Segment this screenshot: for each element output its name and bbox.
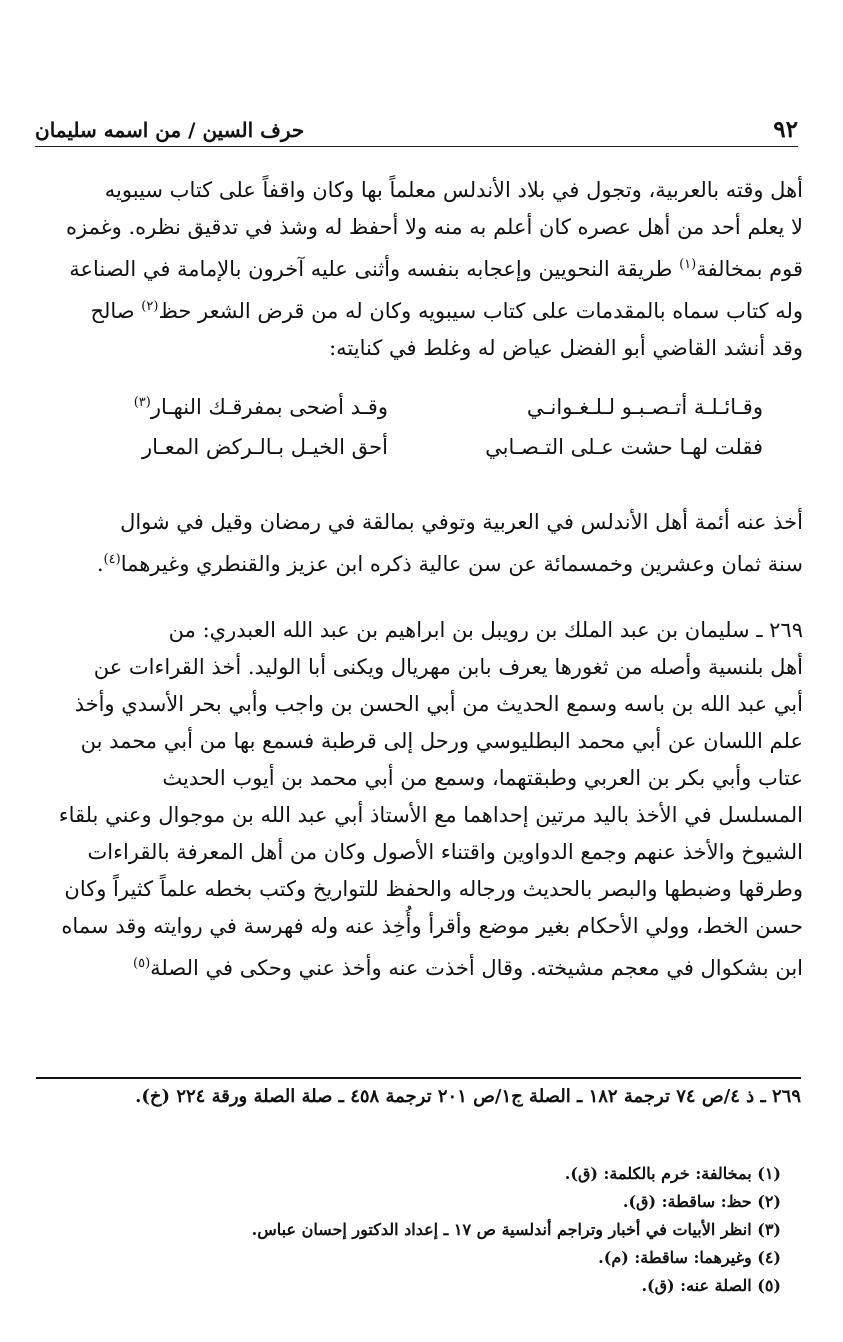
footnote-ref: (٢) [141,299,159,314]
footnote: (٤) وغيرهما: ساقطة: (م). [598,1248,781,1267]
text-line: سنة ثمان وعشرين وخمسمائة عن سن عالية ذكره ابن عزيز والقنطري وغيرهما$^{(٤)}$. [96,552,803,576]
text-line: أبي عبد الله بن باسه وسمع الحديث من أبي الحسن بن واجب وأبي بحر الأسدي وأخذ [74,692,803,716]
footnote-ref: (٥) [133,956,151,971]
paragraph-2 [36,504,803,583]
text-line: وقد أنشد القاضي أبو الفضل عياض له وغلط في كنايته: [329,336,803,360]
text-line: علم اللسان عن أبي محمد البطليوسي ورحل إلى قرطبة فسمع بها من أبي محمد بن [80,729,803,753]
hemistich-1: فقلت لهـا حشت عـلى التـصـابي [485,435,763,459]
paragraph-1 [36,172,803,367]
text-line: أخذ عنه أئمة أهل الأندلس في العربية وتوفي بمالقة في رمضان وقيل في شوال [120,510,803,534]
running-head: حرف السين / من اسمه سليمان [35,118,305,142]
text-line: أهل وقته بالعربية، وتجول في بلاد الأندلس معلماً بها وكان واقفاً على كتاب سيبويه [104,178,803,202]
page-header [35,116,798,148]
footnote: (١) بمخالفة: خرم بالكلمة: (ق). [564,1164,781,1183]
verse-1 [60,395,783,435]
text-line: الشيوخ والأخذ عنهم وجمع الدواوين واقتناء الأصول وكان من أهل المعرفة بالقراءات [87,840,803,864]
poem [60,395,783,475]
footnotes [252,1160,781,1300]
text-line: وله كتاب سماه بالمقدمات على كتاب سيبويه وكان له من قرض الشعر حظ$^{(٢)}$ صالح [90,299,803,323]
footnote: (٢) حظ: ساقطة: (ق). [622,1192,781,1211]
hemistich-2: وقـد أضحى بمفرقـك النهـار$^{(٣)}$ [133,395,388,419]
header-rule [35,146,798,147]
text-line: ابن بشكوال في معجم مشيخته. وقال أخذت عنه وأخذ عني وحكى في الصلة$^{(٥)}$ [133,956,803,980]
verse-2 [60,435,783,475]
text-line: عتاب وأبي بكر بن العربي وطبقتهما، وسمع من أبي محمد بن أيوب الحديث [162,766,803,790]
footnote-ref: (٣) [133,395,151,410]
footnote: (٣) انظر الأبيات في أخبار وتراجم أندلسية ص ١٧ ـ إعداد الدكتور إحسان عباس. [251,1220,781,1239]
text-line: وطرقها وضبطها والبصر بالحديث ورجاله والحفظ للتواريخ وكتب بخطه علماً كثيراً وكان [64,877,803,901]
text-line: أهل بلنسية وأصله من ثغورها يعرف بابن مهريال ويكنى أبا الوليد. أخذ القراءات عن [93,655,803,679]
page-number: ٩٢ [773,116,798,143]
source-rule [36,1077,801,1079]
source-references: ٢٦٩ ـ ذ ٤/ص ٧٤ ترجمة ١٨٢ ـ الصلة ج١/ص ٢٠١ ترجمة ٤٥٨ ـ صلة الصلة ورقة ٢٢٤ (خ). [135,1086,801,1107]
text-line: المسلسل في الأخذ باليد مرتين إحداهما مع الأستاذ أبي عبد الله بن موجوال وعني بلقاء [58,803,803,827]
text-line: قوم بمخالفة$^{(١)}$ طريقة النحويين وإعجابه بنفسه وأثنى عليه آخرون بالإمامة في الصناعة [69,257,803,281]
text-line: ٢٦٩ ـ سليمان بن عبد الملك بن رويبل بن ابراهيم بن عبد الله العبدري: من [168,618,803,642]
hemistich-1: وقـائـلـة أتـصـبـو لـلـغـوانـي [526,395,763,419]
footnote: (٥) الصلة عنه: (ق). [641,1276,781,1295]
entry-269 [36,612,803,987]
footnote-ref: (٤) [103,552,121,567]
text-line: حسن الخط، وولي الأحكام بغير موضع وأقرأ وأُخِذ عنه وله فهرسة في روايته وقد سماه [61,914,803,938]
hemistich-2: أحق الخيـل بـالـركض المعـار [142,435,388,459]
footnote-ref: (١) [679,257,697,272]
text-line: لا يعلم أحد من أهل عصره كان أعلم به منه ولا أحفظ له وشذ في تدقيق نظره. وغمزه [65,215,803,239]
